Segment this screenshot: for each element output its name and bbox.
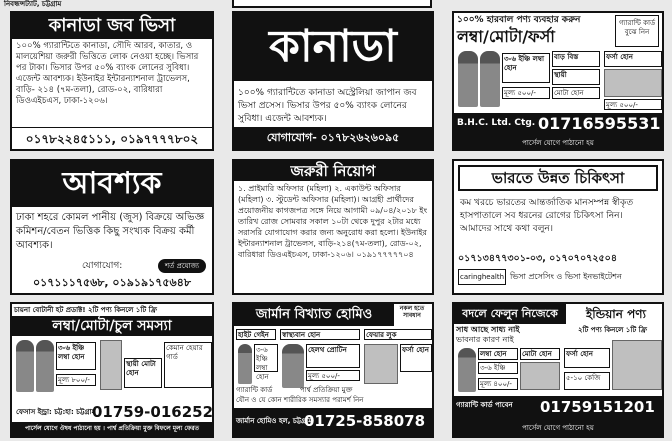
product-label: হাইট গেইন [236,329,276,340]
product-label: ৩-৬ ইঞ্চি লম্বা হোন [56,342,96,370]
ad-body: ১০০% গ্যারান্টিতে কানাডা অস্ট্রেলিয়া জাপান জব ভিসা প্রসেস। ভিসার উপর ৫০% ব্যাংক লোনের সুবিধা। এজেন্ট আবশ্যক। [238,88,417,124]
ad-title: ভারতে উন্নত চিকিৎসা [491,169,625,187]
product-label: ফেয়ার লুক [364,329,432,340]
product-label: লম্বা হোন [478,348,518,360]
model-photo [458,348,476,392]
ad-sales-staff-required [10,159,214,295]
ad-title: লম্বা/মোটা/চুল সমস্যা [12,316,212,336]
price-label: মূল্য ৫০০/- [502,87,550,99]
ad-canada-job-visa [10,11,214,151]
ad-phone: 01716595531 [538,114,661,133]
contact-label: যোগাযোগ: [82,261,123,271]
product-label: ফর্সা হোন [564,348,610,368]
ad-title: আবশ্যক [12,161,212,207]
ad-phone: যোগাযোগ- ০১৭৮২৬২৬০৯৫ [234,127,432,149]
product-label: ৩-৬ ইঞ্চি লম্বা হোন [502,53,550,83]
product-label: মোটা হোন [520,348,560,360]
guarantee-label: গ্যারান্টি কার্ড [236,386,273,394]
ad-body: কম খরচে ভারতের আন্তর্জাতিক মানসম্পন্ন স্বীকৃত হাসপাতালে সব ধরনের রোগের চিকিৎসা নিন। আমাদের সাথে কথা বলুন। [460,198,634,234]
ad-herbal-products [452,11,664,151]
ad-title: বদলে ফেলুন নিজেকে [454,304,566,324]
price-label: ৫-১০ কেজি [564,372,610,390]
company-name: B.H.C. Ltd. Ctg. [457,118,536,128]
product-label: ফর্সা হোন [400,344,432,372]
product-label: ৩-৬ ইঞ্চি [478,362,518,374]
product-photo [100,340,122,390]
ad-subtitle-secondary: ২টি পণ্য কিনলে ১টি ফ্রি [578,326,647,334]
ad-subtitle: সাধ আছে সাধ্য নাই [456,325,520,334]
ad-phone: ০১৭১১১৭৫৬৮, ০১৯১৯১৭৫৬৪৮ [32,276,191,289]
price-label: মূল্য ৮০০/- [56,374,96,386]
guarantee-badge: গ্যারান্টি কার্ড বুঝে নিন [615,15,659,47]
ad-footnote: পার্সেল যোগে পাঠানো হয় [522,424,594,432]
ad-urgent-recruitment [232,159,434,295]
ad-title: জরুরী নিয়োগ [234,161,432,181]
model-photo [480,51,500,107]
ad-note: ভাবনার কারণ নাই [456,335,514,344]
product-label: ৩-৬ ইঞ্চি লম্বা হোন [254,344,278,372]
conditions-stamp: শর্ত প্রযোজ্য [158,259,206,273]
ad-footnote: পার্সেল যোগে ঔষধ পাঠানো হয় । পার্শ্ব প্রতিক্রিয়া মুক্ত বিফলে মূল্য ফেরত [12,422,212,436]
company-name: গ্যারান্টি কার্ড পাবেন [456,401,513,409]
price-label: মূল্য ৫০০/- [604,99,662,110]
product-label: বাড় বিস্ত [552,51,600,67]
model-photo [238,344,252,384]
product-label: ফর্সা হোন [604,51,662,67]
product-photo [520,362,560,390]
ad-phone: ০১৭৮২২৪৫১১১, ০১৯৭৭৭৭৮০২ [12,127,212,149]
company-name: জার্মান হোমিও হল, চট্টগ্রাম [236,417,313,425]
ad-phone: 01759151201 [540,398,655,416]
product-photo [612,340,662,390]
ad-body: ঢাকা শহরে কোমল পানীয় (জুস) বিক্রয়ে অভিজ্ঞ কমিশন/বেতন ভিত্তিক কিছু সংখ্যক বিক্রয় কর্মী আবশ্যক। [16,212,205,251]
ad-indian-products [452,302,664,438]
model-photo [282,344,304,388]
ad-title: কানাডা [234,13,432,81]
top-strip-middle [232,0,432,8]
model-photo [36,340,54,392]
model-photo [16,340,34,392]
top-strip-left: নিবন্ধন্সট্যাট, চট্টগ্রাম [4,0,62,8]
product-label: কেমান হেয়ার গার্ড [164,342,212,388]
side-effect-label: পার্শ্ব প্রতিক্রিয়া মুক্ত [300,386,353,394]
ad-china-botany [10,302,214,438]
price-label: মূল্য ৪০০/- [478,378,518,390]
ad-title: জার্মান বিখ্যাত হোমিও [234,304,394,326]
ad-german-homeo [232,302,434,438]
ad-top-line: ১০০% হারবাল পণ্য ব্যবহার করুন [457,15,581,25]
price-label: মূল্য ৫০০/- [306,370,360,381]
ad-top-line: চায়না বোটানী হট প্রডাক্ট! ২টি পণ্য কিনলে ১টি ফ্রি [14,306,157,314]
consultation-note: যৌন ও যে কোন শারীরিক সমস্যার পরামর্শ নিন [236,396,364,404]
ad-phone: ০১৭১৩৪৭৭৩০১-০৩, ০১৭০৭০৭২৫০৪ [458,253,618,264]
product-label: হেলথ প্রোটিন [306,344,360,368]
ad-title-secondary: ইন্ডিয়ান পণ্য [585,307,647,321]
ad-phone: 01759-016252 [92,403,214,421]
product-label: মোটা হোন [552,87,600,99]
company-name: ফেসাস ইন্ড্রা: চট্ট:হা: চট্টগ্রাম [16,408,96,416]
model-photo [458,51,478,107]
caution-badge: নকল হতে সাবধান [399,305,425,319]
ad-india-medical [452,159,664,295]
ad-canada [232,11,434,151]
ad-body: ১. প্রাইমারি অফিসার (মহিলা) ২. একাউন্ট অফিসার (মহিলা) ৩. স্টুডেন্ট অফিসার (মহিলা)। আগ্রহী প্রার্থীদের প্রয়োজনীয় কাগজপত্র সঙ্গে নিয়ে আগামী ০৯/০৪/২০১৮ ইং তারিখ রোজ সোমবার সকাল ১০টা থেকে দুপুর ২টার মধ্যে সরাসরি যোগাযোগ করার জন্য অনুরোধ করা হলো। ইউনাইর ইন্টারন্যাশনাল ট্রাভেলস, বাড়ি-২১৪(৭ম-তলা), রোড-০২, বারিধারা ডিওএইচএস, ঢাকা-১২০৬। ০১৯১৭৭৭৭৭০৪ [238,184,428,259]
ad-footnote: পার্সেল যোগে পাঠানো হয় [522,139,594,147]
product-photo [364,344,398,384]
product-label: স্বাস্থ্যবান হোন [280,329,360,340]
product-photo [604,69,662,97]
ad-body: ১০০% গ্যারান্টিতে কানাডা, সৌদি আরব, কাতার, ও মালয়েশিয়া জরুরী ভিত্তিতে লোক নেওয়া হচ্ছে। ভিসার পর টাকা। ভিসার উপর ৫০% ব্যাংক লোনের সুবিধা। এজেন্ট আবশ্যক। ইউনাইর ইন্টারন্যাশনাল ট্রাভেলস, বাড়ি- ২১৪ (৭ম-তলা), রোড-০২, বারিধারা ডিওএইচএস, ঢাকা-১২০৬। [16,41,199,106]
product-label: স্থায়ী [552,69,600,85]
ad-footnote: ভিসা প্রসেসিং ও ভিসা ইনভাইটেশন [510,272,622,281]
ad-title: লম্বা/মোটা/ফর্সা [457,27,555,46]
product-label: স্থায়ী মোটা হোন [124,358,162,388]
caringhealth-logo: caringhealth [458,269,506,285]
ad-title: কানাডা জব ভিসা [12,13,212,39]
ad-phone: 01725-858078 [304,412,426,430]
